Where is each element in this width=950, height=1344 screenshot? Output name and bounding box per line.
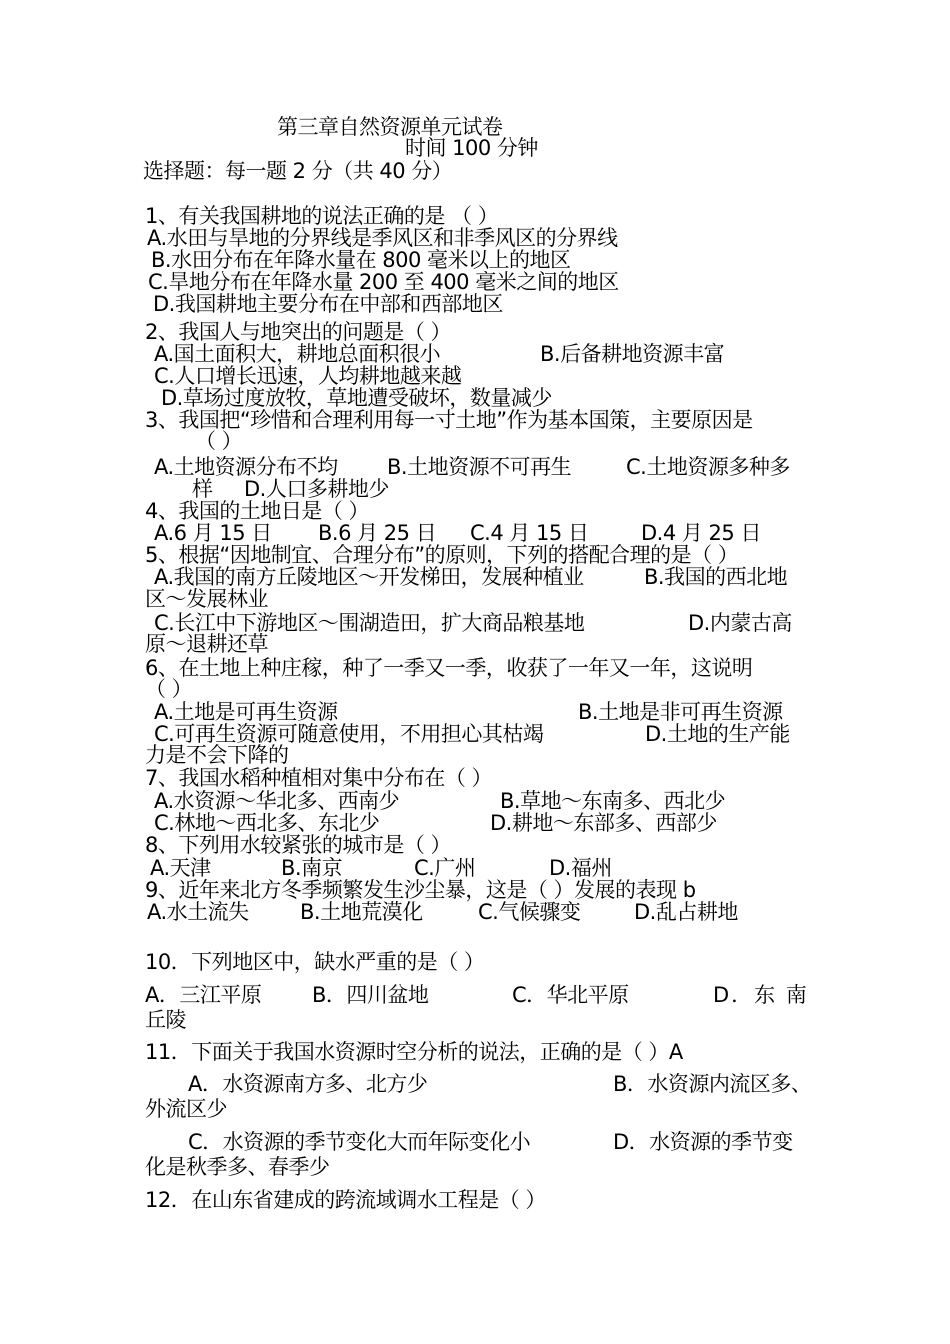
question-2-option-a: A.国土面积大，耕地总面积很小 — [154, 342, 441, 366]
question-6-option-d-cont: 力是不会下降的 — [145, 743, 289, 767]
question-1-stem: 1、有关我国耕地的说法正确的是 （ ） — [145, 204, 499, 228]
question-5-option-d-cont: 原～退耕还草 — [145, 632, 268, 656]
question-8-option-a: A.天津 — [150, 856, 211, 880]
question-5-option-a: A.我国的南方丘陵地区～开发梯田，发展种植业 — [154, 565, 584, 589]
question-10-option-a: A．三江平原 — [145, 983, 262, 1007]
question-6-stem: 6、在土地上种庄稼，种了一季又一季，收获了一年又一年，这说明 — [145, 656, 753, 680]
question-2-stem: 2、我国人与地突出的问题是（ ） — [145, 320, 452, 344]
question-6-option-d: D.土地的生产能 — [645, 722, 790, 746]
question-11-option-d-cont: 化是秋季多、春季少 — [145, 1155, 330, 1179]
question-5-option-d: D.内蒙古高 — [688, 611, 792, 635]
question-6-option-c: C.可再生资源可随意使用，不用担心其枯竭 — [154, 722, 544, 746]
question-9-option-c: C.气候骤变 — [478, 900, 581, 924]
question-11-option-a: A．水资源南方多、北方少 — [188, 1072, 428, 1096]
question-4-stem: 4、我国的土地日是（ ） — [145, 499, 370, 523]
question-8-option-d: D.福州 — [549, 856, 612, 880]
question-2-option-c: C.人口增长迅速，人均耕地越来越 — [154, 364, 462, 388]
question-6-bracket: （ ） — [145, 677, 193, 701]
question-7-option-d: D.耕地～东部多、西部少 — [490, 811, 717, 835]
question-11-option-b-cont: 外流区少 — [145, 1097, 227, 1121]
question-3-option-c: C.土地资源多种多 — [626, 455, 790, 479]
question-8-option-b: B.南京 — [281, 856, 343, 880]
question-11-option-d: D．水资源的季节变 — [613, 1130, 793, 1154]
question-6-option-b: B.土地是非可再生资源 — [578, 700, 783, 724]
question-3-bracket: （ ） — [195, 429, 243, 453]
question-10-option-d-cont: 丘陵 — [145, 1008, 186, 1032]
question-9-option-d: D.乱占耕地 — [634, 900, 738, 924]
question-4-option-a: A.6 月 15 日 — [154, 521, 272, 545]
question-4-option-c: C.4 月 15 日 — [470, 521, 589, 545]
section-heading: 选择题：每一题 2 分（共 40 分） — [143, 159, 453, 183]
question-11-option-b: B．水资源内流区多、 — [613, 1072, 812, 1096]
question-3-option-a: A.土地资源分布不均 — [154, 455, 338, 479]
question-7-option-b: B.草地～东南多、西北少 — [500, 789, 726, 813]
question-10-option-c: C．华北平原 — [512, 983, 629, 1007]
question-2-option-d: D.草场过度放牧，草地遭受破坏，数量减少 — [161, 386, 552, 410]
question-1-option-b: B.水田分布在年降水量在 800 毫米以上的地区 — [151, 248, 571, 272]
question-3-stem: 3、我国把“珍惜和合理利用每一寸土地”作为基本国策，主要原因是 — [145, 408, 753, 432]
question-10-option-b: B．四川盆地 — [312, 983, 429, 1007]
question-1-option-a: A.水田与旱地的分界线是季风区和非季风区的分界线 — [147, 226, 618, 250]
question-3-option-d: D.人口多耕地少 — [244, 477, 389, 501]
question-6-option-a: A.土地是可再生资源 — [154, 700, 338, 724]
question-9-option-b: B.土地荒漠化 — [300, 900, 423, 924]
question-3-option-b: B.土地资源不可再生 — [387, 455, 572, 479]
page-title: 第三章自然资源单元试卷 — [277, 115, 503, 139]
question-5-option-b-cont: 区～发展林业 — [145, 587, 268, 611]
question-11-stem: 11．下面关于我国水资源时空分析的说法，正确的是（ ）A — [145, 1040, 683, 1064]
question-5-stem: 5、根据“因地制宜、合理分布”的原则，下列的搭配合理的是（ ） — [145, 543, 739, 567]
question-9-option-a: A.水土流失 — [147, 900, 249, 924]
question-4-option-b: B.6 月 25 日 — [318, 521, 437, 545]
question-7-option-c: C.林地～西北多、东北少 — [154, 811, 380, 835]
question-1-option-d: D.我国耕地主要分布在中部和西部地区 — [153, 292, 503, 316]
question-2-option-b: B.后备耕地资源丰富 — [540, 342, 725, 366]
question-7-stem: 7、我国水稻种植相对集中分布在（ ） — [145, 766, 493, 790]
question-5-option-c: C.长江中下游地区～围湖造田，扩大商品粮基地 — [154, 611, 585, 635]
exam-time: 时间 100 分钟 — [405, 136, 538, 160]
question-12-stem: 12．在山东省建成的跨流域调水工程是（ ） — [145, 1188, 546, 1212]
question-11-option-c: C．水资源的季节变化大而年际变化小 — [188, 1130, 531, 1154]
question-4-option-d: D.4 月 25 日 — [641, 521, 761, 545]
question-9-stem: 9、近年来北方冬季频繁发生沙尘暴，这是（ ）发展的表现 b — [145, 878, 696, 902]
question-10-stem: 10．下列地区中，缺水严重的是（ ） — [145, 950, 485, 974]
question-7-option-a: A.水资源～华北多、西南少 — [154, 789, 400, 813]
question-1-option-c: C.旱地分布在年降水量 200 至 400 毫米之间的地区 — [148, 270, 619, 294]
question-5-option-b: B.我国的西北地 — [644, 565, 788, 589]
question-8-stem: 8、下列用水较紧张的城市是（ ） — [145, 833, 452, 857]
question-3-option-c-cont: 样 — [192, 477, 213, 501]
question-8-option-c: C.广州 — [414, 856, 476, 880]
question-10-option-d: D．东 南 — [713, 983, 809, 1007]
